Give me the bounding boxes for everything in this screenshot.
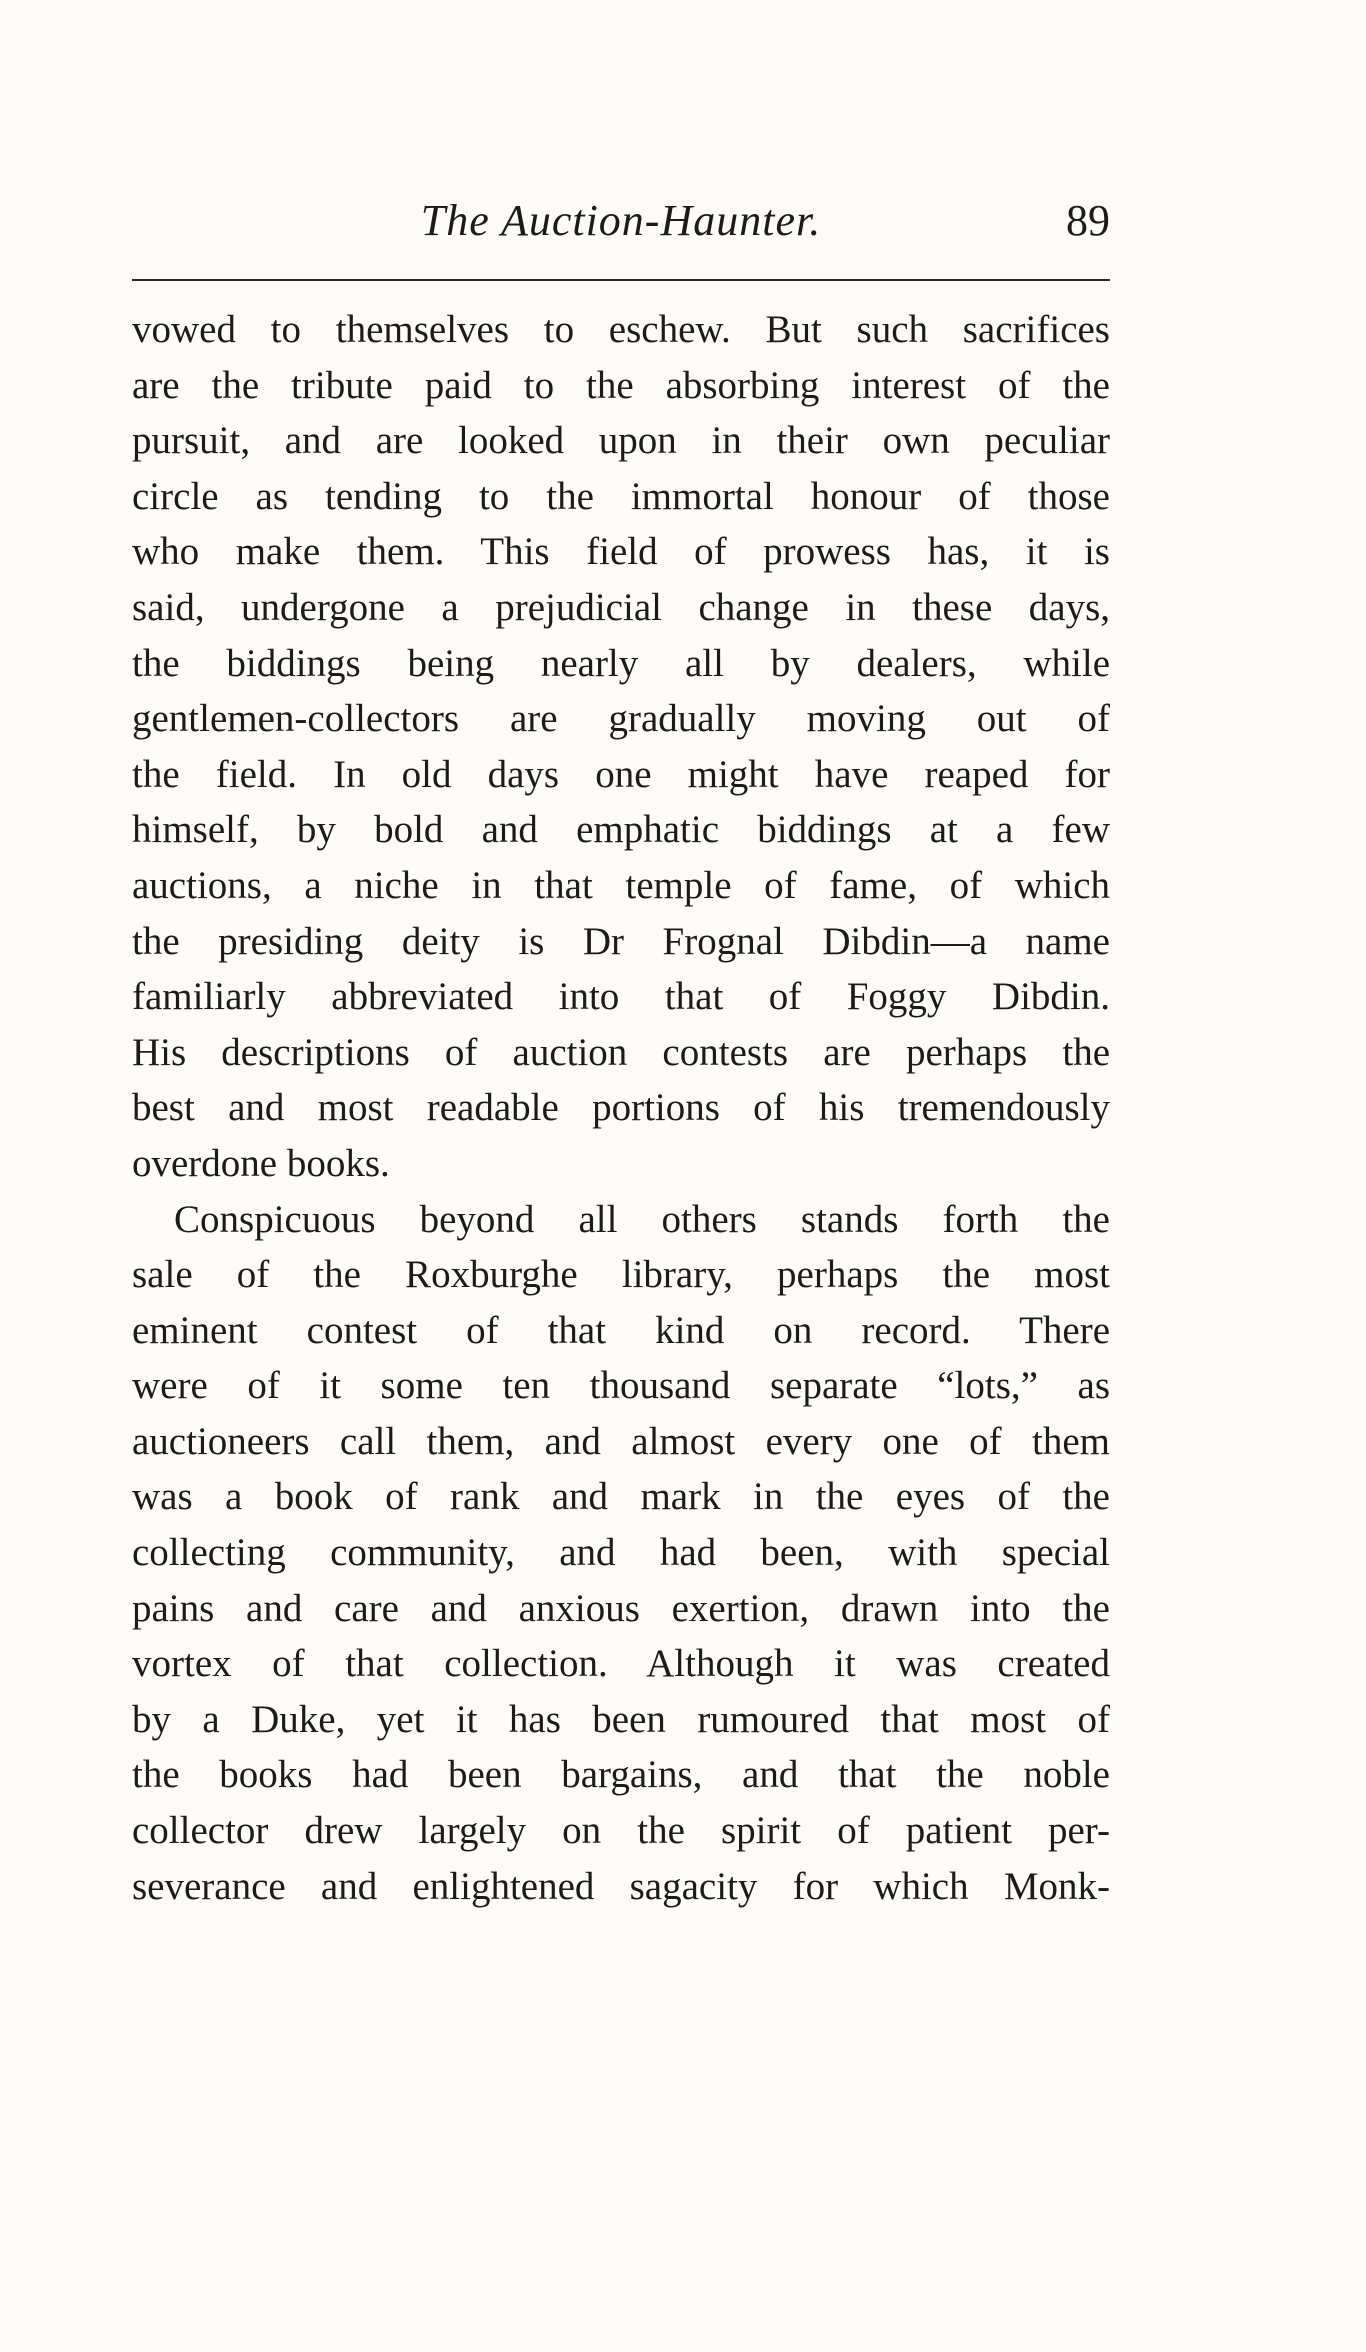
text-line: the books had been bargains, and that the noble	[132, 1753, 1110, 1797]
text-line: His descriptions of auction contests are perhaps the	[132, 1030, 1110, 1074]
text-line: are the tribute paid to the absorbing interest of the	[132, 363, 1110, 407]
text-line: Conspicuous beyond all others stands forth the	[174, 1197, 1110, 1241]
running-title: The Auction-Haunter.	[420, 196, 822, 245]
text-line: collector drew largely on the spirit of patient per-	[132, 1809, 1110, 1853]
text-line: circle as tending to the immortal honour of those	[132, 474, 1110, 518]
text-line: the field. In old days one might have reaped for	[132, 752, 1110, 796]
text-line: auctioneers call them, and almost every one of them	[132, 1419, 1110, 1463]
text-line: severance and enlightened sagacity for which Monk-	[132, 1864, 1110, 1908]
paragraph	[132, 302, 1110, 1192]
text-line: who make them. This field of prowess has, it is	[132, 530, 1110, 574]
text-line: sale of the Roxburghe library, perhaps the most	[132, 1253, 1110, 1297]
text-line: by a Duke, yet it has been rumoured that most of	[132, 1697, 1110, 1741]
text-line: vowed to themselves to eschew. But such sacrifices	[132, 308, 1110, 351]
text-line: eminent contest of that kind on record. There	[132, 1308, 1110, 1352]
text-line: collecting community, and had been, with special	[132, 1531, 1110, 1575]
page-number: 89	[1066, 196, 1110, 245]
text-line: overdone books.	[132, 1141, 390, 1185]
text-line: familiarly abbreviated into that of Foggy Dibdin.	[132, 975, 1110, 1019]
text-line: said, undergone a prejudicial change in these days,	[132, 585, 1110, 629]
header-rule	[132, 279, 1110, 281]
text-line: auctions, a niche in that temple of fame, of which	[132, 863, 1110, 907]
text-line: the biddings being nearly all by dealers, while	[132, 641, 1110, 685]
text-line: best and most readable portions of his tremendously	[132, 1086, 1110, 1130]
text-line: was a book of rank and mark in the eyes of the	[132, 1475, 1110, 1519]
paragraph	[132, 1192, 1110, 1915]
running-head	[132, 193, 1110, 255]
text-line: were of it some ten thousand separate “lots,” as	[132, 1364, 1110, 1408]
text-line: pursuit, and are looked upon in their own peculiar	[132, 419, 1110, 463]
text-line: vortex of that collection. Although it was created	[132, 1642, 1110, 1686]
text-line: pains and care and anxious exertion, drawn into the	[132, 1586, 1110, 1630]
body-text	[132, 302, 1110, 1914]
text-line: the presiding deity is Dr Frognal Dibdin—a name	[132, 919, 1110, 963]
text-line: himself, by bold and emphatic biddings at a few	[132, 808, 1110, 852]
text-line: gentlemen-collectors are gradually moving out of	[132, 697, 1110, 741]
